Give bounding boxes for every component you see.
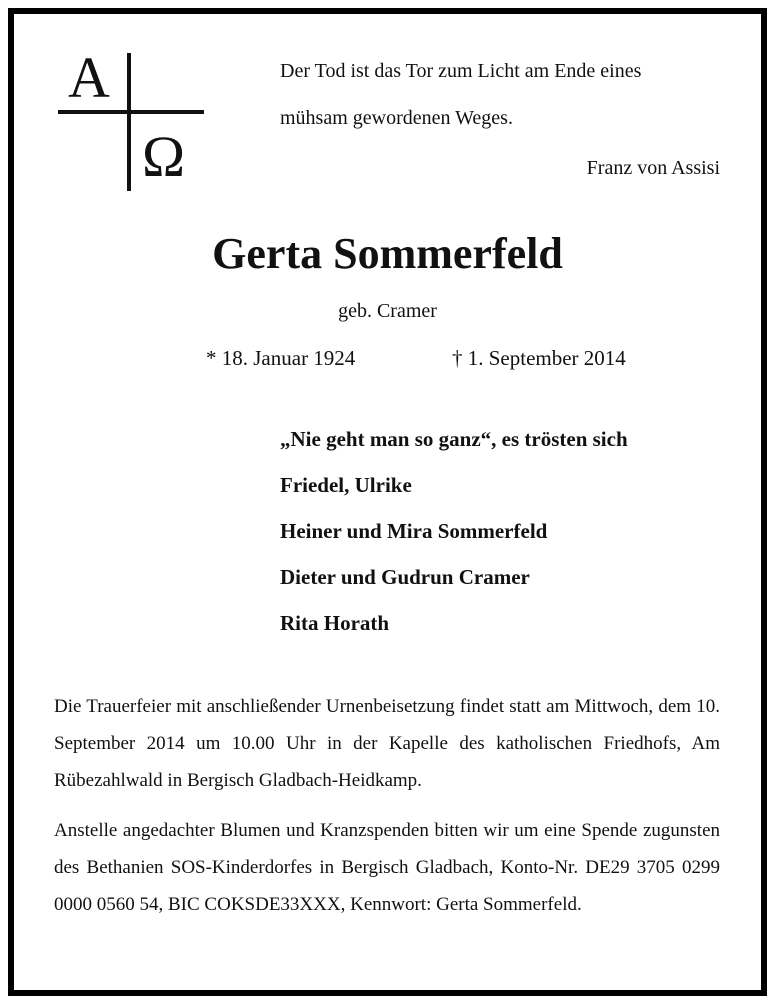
birth-date: * 18. Januar 1924	[206, 346, 356, 370]
deceased-name: Gerta Sommerfeld	[212, 229, 563, 278]
ceremony-paragraph: Die Trauerfeier mit anschließender Urnenbeisetzung findet statt am Mittwoch, dem 10. September 2014 um 10.00 Uhr in der Kapelle des katholischen Friedhofs, Am Rübezahlwald in Bergisch Gladbach-Heidkamp.	[54, 696, 720, 791]
mourner-name: Heiner und Mira Sommerfeld	[280, 519, 548, 543]
alpha-letter: A	[68, 45, 110, 110]
donation-paragraph: Anstelle angedachter Blumen und Kranzspenden bitten wir um eine Spende zugunsten des Bethanien SOS-Kinderdorfes in Bergisch Gladbach, Konto-Nr. DE29 3705 0299 0000 0560 54, BIC COKSDE33XXX, Kennwort: Gerta Sommerfeld.	[54, 820, 720, 915]
mourners-quote: „Nie geht man so ganz“, es trösten sich	[280, 427, 628, 451]
cross-horizontal-line	[58, 110, 204, 114]
mourner-name: Rita Horath	[280, 611, 390, 635]
alpha-omega-cross-symbol	[58, 45, 204, 191]
cross-vertical-line	[127, 53, 131, 191]
mourner-name: Dieter und Gudrun Cramer	[280, 565, 530, 589]
motto-line: mühsam gewordenen Weges.	[280, 107, 513, 129]
death-date: † 1. September 2014	[452, 346, 626, 370]
birth-name: geb. Cramer	[338, 300, 437, 322]
motto-line: Der Tod ist das Tor zum Licht am Ende eines	[280, 60, 642, 82]
omega-letter: Ω	[142, 124, 186, 189]
motto-quote	[280, 48, 720, 179]
motto-author: Franz von Assisi	[586, 157, 720, 179]
mourner-name: Friedel, Ulrike	[280, 473, 412, 497]
mourners-list	[280, 416, 628, 646]
obituary-notice	[8, 8, 767, 996]
